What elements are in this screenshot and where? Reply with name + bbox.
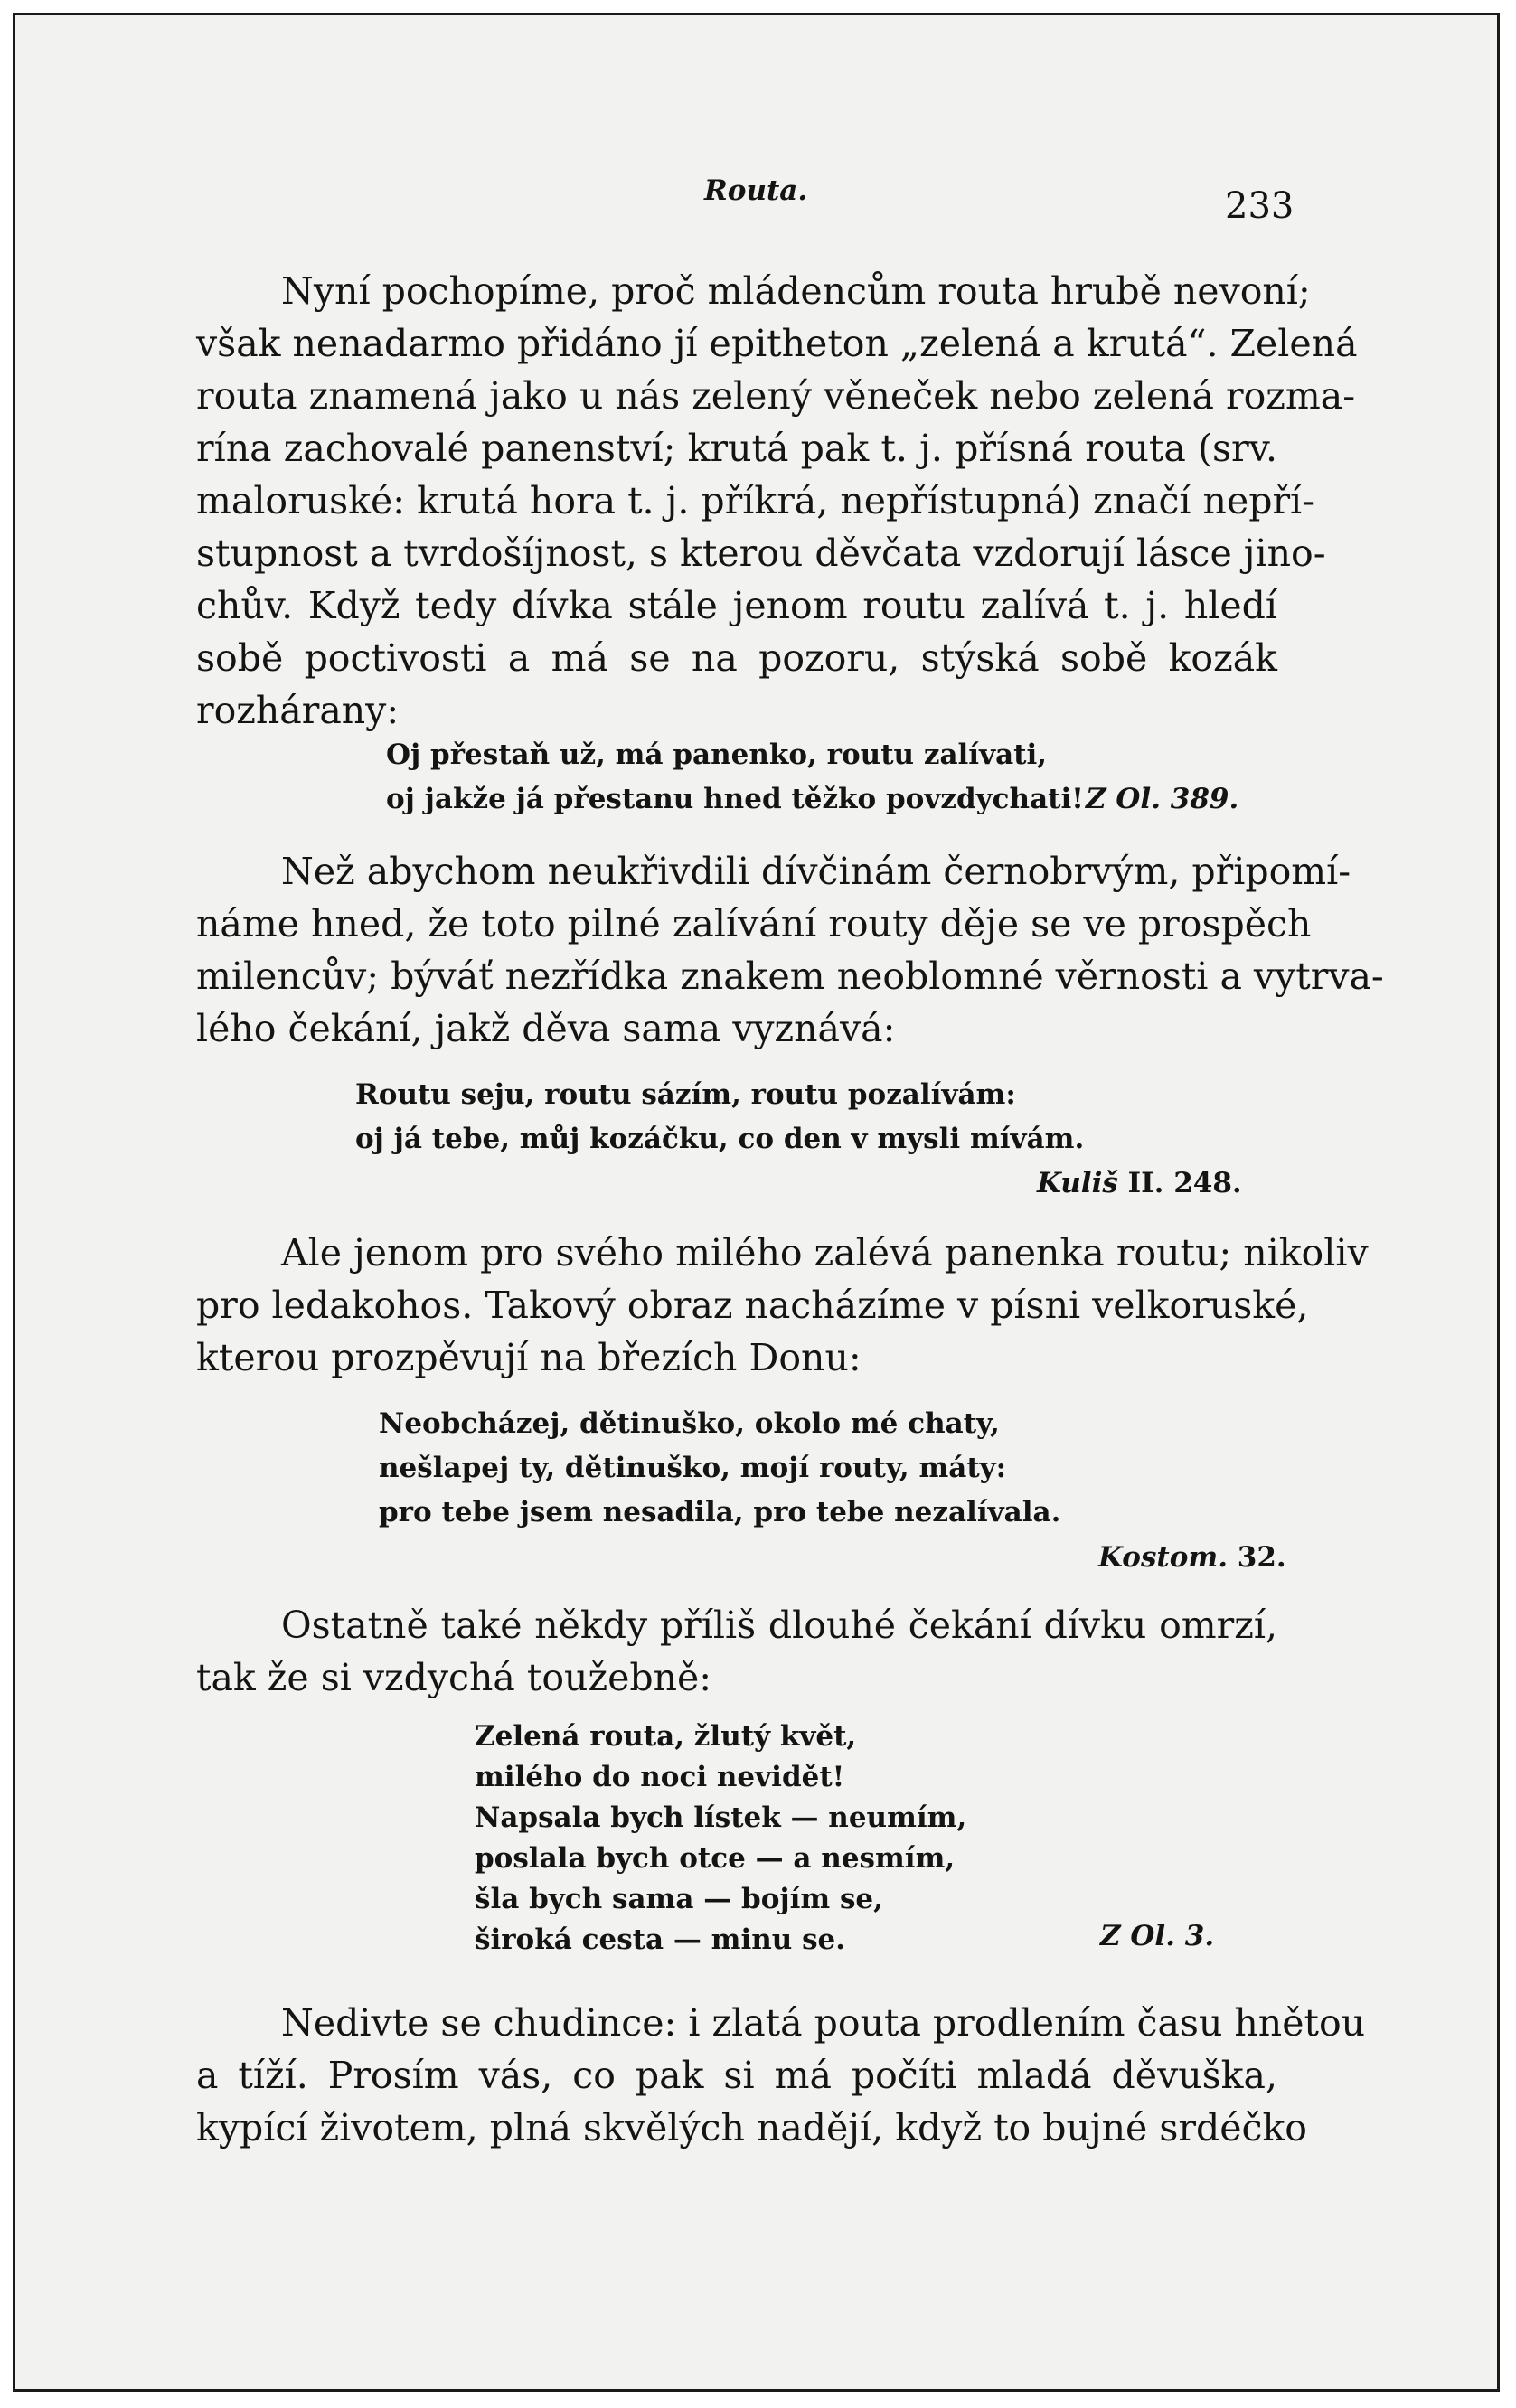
text-line: Nyní pochopíme, proč mládencům routa hrubě nevoní; <box>281 269 1311 313</box>
paragraph-1 <box>196 265 1358 737</box>
verse-line: Neobcházej, dětinuško, okolo mé chaty, <box>379 1407 1000 1440</box>
citation-reference: 32. <box>1237 1541 1286 1574</box>
text-line: rína zachovalé panenství; krutá pak t. j. přísná routa (srv. <box>196 427 1277 470</box>
text-line: routa znamená jako u nás zelený věneček nebo zelená rozma- <box>196 374 1356 418</box>
verse-quote-1 <box>386 733 1084 822</box>
text-line: chův. Když tedy dívka stále jenom routu zalívá t. j. hledí <box>196 584 1277 627</box>
verse-line: pro tebe jsem nesadila, pro tebe nezalívala. <box>379 1496 1061 1529</box>
paragraph-3 <box>196 1227 1369 1384</box>
text-line: pro ledakohos. Takový obraz nacházíme v písni velkoruské, <box>196 1284 1309 1327</box>
text-line: sobě poctivosti a má se na pozoru, stýská sobě kozák <box>196 636 1277 680</box>
verse-quote-2 <box>355 1073 1084 1162</box>
text-line: lého čekání, jakž děva sama vyznává: <box>196 1007 896 1050</box>
text-line: rozhárany: <box>196 689 400 732</box>
text-line: však nenadarmo přidáno jí epitheton „zelená a krutá“. Zelená <box>196 322 1358 365</box>
paragraph-5 <box>196 1997 1366 2154</box>
text-line: Nedivte se chudince: i zlatá pouta prodlením času hnětou <box>281 2001 1366 2045</box>
text-line: náme hned, že toto pilné zalívání routy děje se ve prospěch <box>196 902 1312 945</box>
verse-citation-1: Z Ol. 389. <box>1086 783 1239 815</box>
verse-line: oj jakže já přestanu hned těžko povzdychati! <box>386 783 1084 815</box>
text-line: Ale jenom pro svého milého zalévá panenka routu; nikoliv <box>281 1231 1369 1275</box>
verse-citation-3 <box>1098 1541 1286 1574</box>
paragraph-2 <box>196 845 1384 1055</box>
verse-line: milého do noci nevidět! <box>475 1761 845 1793</box>
text-line: milencův; býváť nezřídka znakem neoblomné věrnosti a vytrva- <box>196 955 1384 998</box>
verse-quote-3 <box>379 1402 1060 1535</box>
verse-line: Zelená routa, žlutý květ, <box>475 1720 857 1753</box>
text-line: tak že si vzdychá toužebně: <box>196 1656 712 1699</box>
text-line: kypící životem, plná skvělých nadějí, když to bujné srdéčko <box>196 2106 1307 2149</box>
verse-line: poslala bych otce — a nesmím, <box>475 1842 956 1875</box>
paragraph-4 <box>196 1599 1277 1704</box>
page-number: 233 <box>1225 185 1295 227</box>
verse-line: Oj přestaň už, má panenko, routu zalívati, <box>386 738 1048 771</box>
running-title: Routa. <box>704 174 808 207</box>
verse-line: šla bych sama — bojím se, <box>475 1883 883 1915</box>
verse-line: Napsala bych lístek — neumím, <box>475 1801 967 1834</box>
citation-author: Kostom. <box>1098 1541 1228 1574</box>
verse-citation-2 <box>1037 1167 1242 1199</box>
verse-line: nešlapej ty, dětinuško, mojí routy, máty: <box>379 1452 1007 1484</box>
citation-reference: II. 248. <box>1127 1167 1242 1199</box>
verse-citation-4: Z Ol. 3. <box>1100 1920 1215 1952</box>
verse-quote-4 <box>475 1717 966 1961</box>
text-line: kterou prozpěvují na březích Donu: <box>196 1336 862 1379</box>
text-line: maloruské: krutá hora t. j. příkrá, nepřístupná) značí nepří- <box>196 479 1315 522</box>
text-line: Ostatně také někdy příliš dlouhé čekání dívku omrzí, <box>281 1604 1277 1647</box>
verse-line: široká cesta — minu se. <box>475 1924 846 1956</box>
text-line: stupnost a tvrdošíjnost, s kterou děvčata vzdorují lásce jino- <box>196 531 1326 575</box>
book-page <box>13 13 1500 2392</box>
verse-line: oj já tebe, můj kozáčku, co den v mysli mívám. <box>355 1123 1085 1155</box>
citation-author: Kuliš <box>1037 1167 1118 1199</box>
text-line: a tíží. Prosím vás, co pak si má počíti mladá děvuška, <box>196 2054 1277 2097</box>
text-line: Než abychom neukřivdili dívčinám černobrvým, připomí- <box>281 850 1351 893</box>
verse-line: Routu seju, routu sázím, routu pozalívám: <box>355 1078 1016 1111</box>
